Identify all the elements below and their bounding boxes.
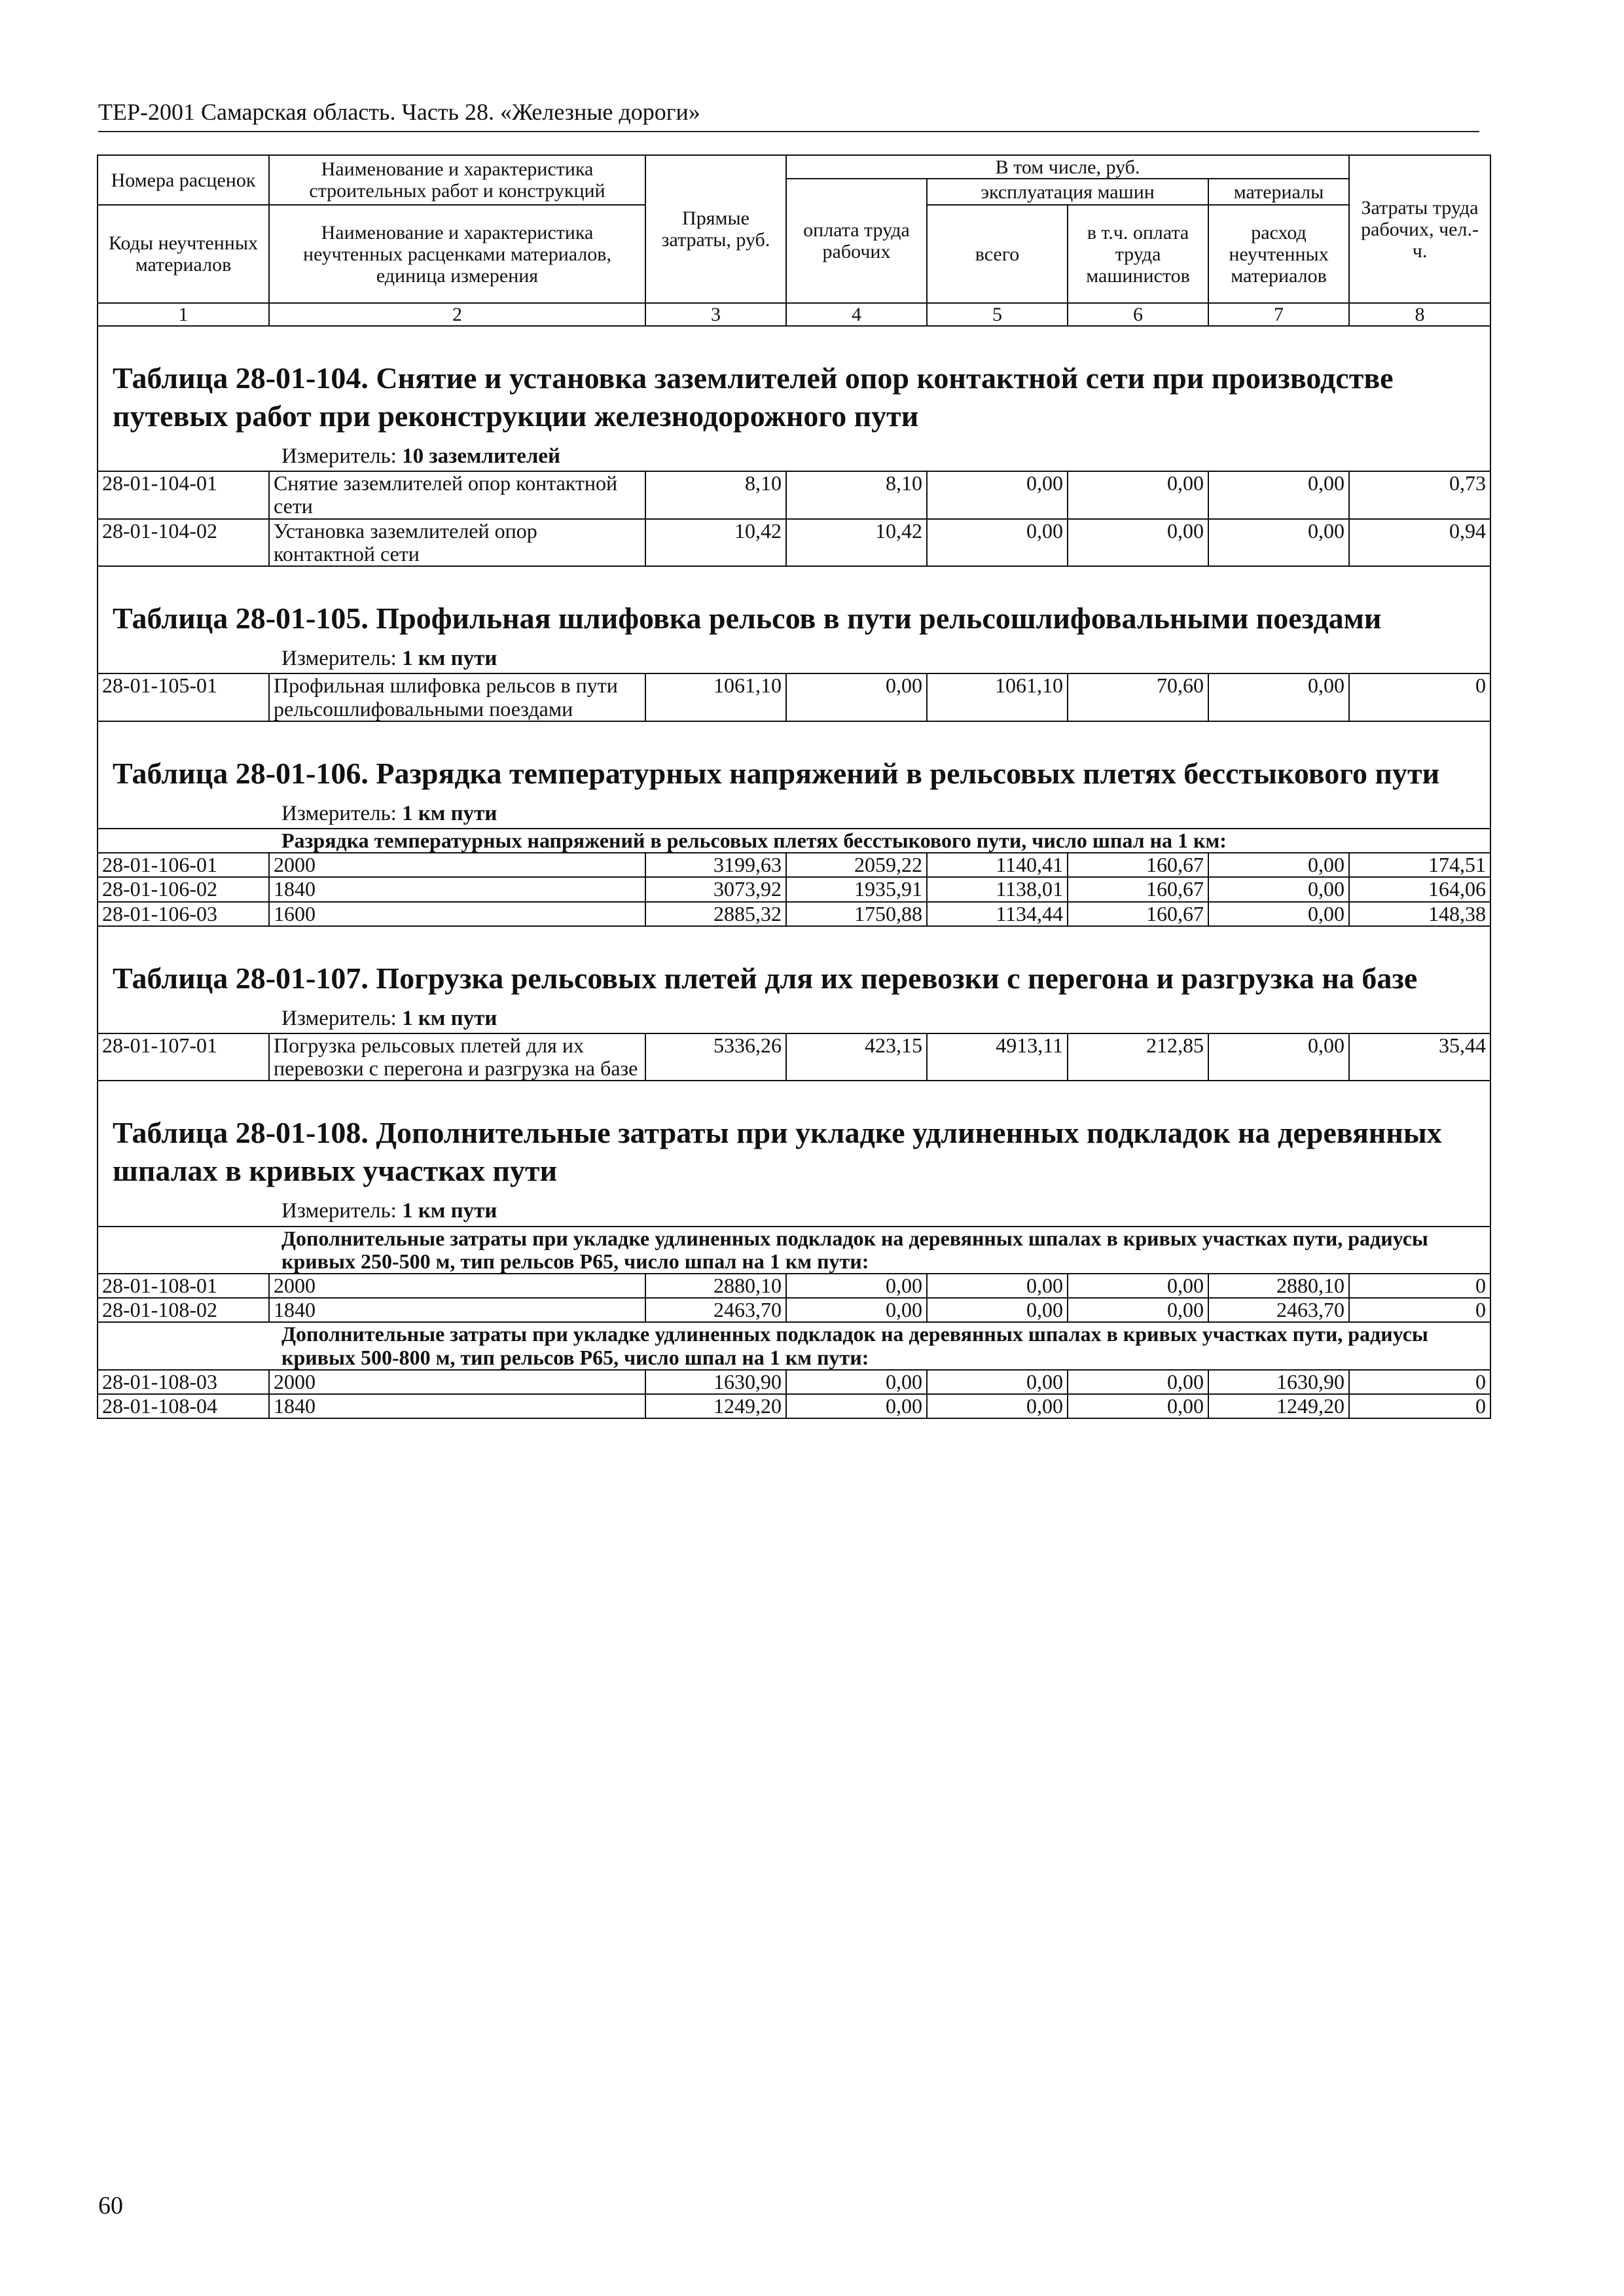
measure-value: 1 км пути	[402, 801, 497, 825]
table-title-cell	[98, 1081, 1490, 1226]
rate-code: 28-01-108-01	[98, 1274, 269, 1298]
machinist-pay-cell: 0,00	[1068, 1370, 1208, 1394]
machines-total-cell: 0,00	[927, 1394, 1068, 1418]
worker-pay-cell: 0,00	[786, 673, 927, 721]
labor-hours-cell: 0,94	[1349, 519, 1490, 566]
machinist-pay-cell: 0,00	[1068, 471, 1208, 518]
rate-code: 28-01-105-01	[98, 673, 269, 721]
table-row	[98, 1394, 1490, 1418]
rate-name: 1840	[269, 1298, 645, 1322]
table-row	[98, 1033, 1490, 1081]
table-title-row	[98, 926, 1490, 1033]
material-usage-cell: 0,00	[1208, 519, 1349, 566]
col-machines-header: эксплуатация машин	[927, 179, 1208, 205]
material-usage-cell: 0,00	[1208, 902, 1349, 926]
table-title-row	[98, 326, 1490, 471]
measure-label: Измеритель:	[281, 444, 397, 468]
machines-total-cell: 0,00	[927, 519, 1068, 566]
col-worker-pay-header: оплата труда рабочих	[786, 179, 927, 303]
table-row	[98, 853, 1490, 877]
table-title-cell	[98, 721, 1490, 829]
rate-name: 1840	[269, 877, 645, 901]
direct-costs-cell: 2885,32	[645, 902, 786, 926]
measure-line	[98, 997, 1490, 1033]
col-material-names-header: Наименование и характеристика неучтенных расценками материалов, единица измерения	[269, 205, 645, 303]
material-usage-cell: 0,00	[1208, 673, 1349, 721]
rate-name: Профильная шлифовка рельсов в пути рельсошлифовальными поездами	[269, 673, 645, 721]
measure-label: Измеритель:	[281, 1199, 397, 1223]
table-caption: Профильная шлифовка рельсов в пути рельсошлифовальными поездами	[376, 601, 1382, 636]
col-material-usage-header: расход неучтенных материалов	[1208, 205, 1349, 303]
table-caption: Разрядка температурных напряжений в рельсовых плетях бесстыкового пути	[376, 756, 1440, 790]
measure-label: Измеритель:	[281, 801, 397, 825]
rate-name: Установка заземлителей опор контактной сети	[269, 519, 645, 566]
material-usage-cell: 1630,90	[1208, 1370, 1349, 1394]
direct-costs-cell: 1061,10	[645, 673, 786, 721]
col-machinist-pay-header: в т.ч. оплата труда машинистов	[1068, 205, 1208, 303]
rate-code: 28-01-108-03	[98, 1370, 269, 1394]
direct-costs-cell: 2463,70	[645, 1298, 786, 1322]
rate-name: Снятие заземлителей опор контактной сети	[269, 471, 645, 518]
material-usage-cell: 0,00	[1208, 853, 1349, 877]
machinist-pay-cell: 160,67	[1068, 853, 1208, 877]
labor-hours-cell: 148,38	[1349, 902, 1490, 926]
labor-hours-cell: 0,73	[1349, 471, 1490, 518]
table-title	[98, 1081, 1490, 1190]
direct-costs-cell: 10,42	[645, 519, 786, 566]
table-row	[98, 877, 1490, 901]
table-title-cell	[98, 566, 1490, 673]
group-caption: Дополнительные затраты при укладке удлиненных подкладок на деревянных шпалах в кривых участках пути, радиусы кривых 500-800 м, тип рельсов Р65, число шпал на 1 км пути:	[98, 1322, 1490, 1369]
labor-hours-cell: 174,51	[1349, 853, 1490, 877]
direct-costs-cell: 3073,92	[645, 877, 786, 901]
labor-hours-cell: 0	[1349, 1394, 1490, 1418]
rates-table	[97, 154, 1491, 1419]
machines-total-cell: 0,00	[927, 471, 1068, 518]
measure-value: 1 км пути	[402, 1199, 497, 1223]
measure-line	[98, 793, 1490, 828]
col-including-header: В том числе, руб.	[786, 155, 1349, 179]
measure-line	[98, 1190, 1490, 1225]
table-title-cell	[98, 326, 1490, 471]
machines-total-cell: 1140,41	[927, 853, 1068, 877]
worker-pay-cell: 8,10	[786, 471, 927, 518]
col-material-codes-header: Коды неучтенных материалов	[98, 205, 269, 303]
group-row	[98, 829, 1490, 853]
machinist-pay-cell: 160,67	[1068, 902, 1208, 926]
page-header: ТЕР-2001 Самарская область. Часть 28. «Железные дороги»	[98, 99, 700, 125]
col-number: 7	[1208, 303, 1349, 326]
direct-costs-cell: 3199,63	[645, 853, 786, 877]
table-row	[98, 471, 1490, 518]
material-usage-cell: 1249,20	[1208, 1394, 1349, 1418]
material-usage-cell: 0,00	[1208, 877, 1349, 901]
page-number: 60	[98, 2192, 123, 2219]
machines-total-cell: 4913,11	[927, 1033, 1068, 1081]
material-usage-cell: 2880,10	[1208, 1274, 1349, 1298]
rate-code: 28-01-108-02	[98, 1298, 269, 1322]
worker-pay-cell: 0,00	[786, 1298, 927, 1322]
table-caption: Погрузка рельсовых плетей для их перевозки с перегона и разгрузка на базе	[376, 961, 1418, 995]
material-usage-cell: 0,00	[1208, 1033, 1349, 1081]
machinist-pay-cell: 160,67	[1068, 877, 1208, 901]
table-title	[98, 722, 1490, 793]
rate-code: 28-01-106-02	[98, 877, 269, 901]
table-number: Таблица 28-01-107.	[113, 961, 369, 995]
direct-costs-cell: 2880,10	[645, 1274, 786, 1298]
rate-code: 28-01-104-02	[98, 519, 269, 566]
machinist-pay-cell: 0,00	[1068, 1394, 1208, 1418]
table-row	[98, 673, 1490, 721]
table-title-cell	[98, 926, 1490, 1033]
worker-pay-cell: 10,42	[786, 519, 927, 566]
measure-line	[98, 637, 1490, 673]
table-caption: Снятие и установка заземлителей опор контактной сети при производстве путевых работ при реконструкции железнодорожного пути	[113, 361, 1394, 433]
rate-name: Погрузка рельсовых плетей для их перевозки с перегона и разгрузка на базе	[269, 1033, 645, 1081]
table-row	[98, 902, 1490, 926]
machines-total-cell: 1138,01	[927, 877, 1068, 901]
table-row	[98, 519, 1490, 566]
worker-pay-cell: 1750,88	[786, 902, 927, 926]
table-number: Таблица 28-01-105.	[113, 601, 369, 636]
direct-costs-cell: 5336,26	[645, 1033, 786, 1081]
col-number: 4	[786, 303, 927, 326]
worker-pay-cell: 423,15	[786, 1033, 927, 1081]
group-caption: Дополнительные затраты при укладке удлиненных подкладок на деревянных шпалах в кривых участках пути, радиусы кривых 250-500 м, тип рельсов Р65, число шпал на 1 км пути:	[98, 1227, 1490, 1274]
machines-total-cell: 1134,44	[927, 902, 1068, 926]
measure-value: 1 км пути	[402, 1006, 497, 1030]
rate-code: 28-01-106-03	[98, 902, 269, 926]
rate-name: 2000	[269, 1370, 645, 1394]
worker-pay-cell: 0,00	[786, 1274, 927, 1298]
header-rule	[98, 131, 1479, 132]
rate-name: 2000	[269, 1274, 645, 1298]
rate-code: 28-01-107-01	[98, 1033, 269, 1081]
rate-code: 28-01-104-01	[98, 471, 269, 518]
measure-value: 1 км пути	[402, 647, 497, 671]
table-number: Таблица 28-01-104.	[113, 361, 369, 395]
table-title	[98, 927, 1490, 997]
rate-code: 28-01-108-04	[98, 1394, 269, 1418]
col-number: 3	[645, 303, 786, 326]
machinist-pay-cell: 70,60	[1068, 673, 1208, 721]
machines-total-cell: 0,00	[927, 1274, 1068, 1298]
direct-costs-cell: 1630,90	[645, 1370, 786, 1394]
col-number: 8	[1349, 303, 1490, 326]
col-number: 2	[269, 303, 645, 326]
machinist-pay-cell: 212,85	[1068, 1033, 1208, 1081]
material-usage-cell: 2463,70	[1208, 1298, 1349, 1322]
machines-total-cell: 0,00	[927, 1298, 1068, 1322]
table-body	[98, 326, 1490, 1418]
table-number: Таблица 28-01-106.	[113, 756, 369, 790]
table-row	[98, 1370, 1490, 1394]
measure-label: Измеритель:	[281, 1006, 397, 1030]
material-usage-cell: 0,00	[1208, 471, 1349, 518]
col-work-name-header: Наименование и характеристика строительных работ и конструкций	[269, 155, 645, 205]
col-number: 6	[1068, 303, 1208, 326]
column-numbers-row	[98, 303, 1490, 326]
col-labor-hours-header: Затраты труда рабочих, чел.-ч.	[1349, 155, 1490, 303]
labor-hours-cell: 0	[1349, 1370, 1490, 1394]
direct-costs-cell: 8,10	[645, 471, 786, 518]
labor-hours-cell: 0	[1349, 673, 1490, 721]
table-caption: Дополнительные затраты при укладке удлиненных подкладок на деревянных шпалах в кривых участках пути	[113, 1116, 1442, 1188]
group-row	[98, 1322, 1490, 1369]
labor-hours-cell: 0	[1349, 1274, 1490, 1298]
direct-costs-cell: 1249,20	[645, 1394, 786, 1418]
worker-pay-cell: 2059,22	[786, 853, 927, 877]
machines-total-cell: 0,00	[927, 1370, 1068, 1394]
col-materials-header: материалы	[1208, 179, 1349, 205]
machinist-pay-cell: 0,00	[1068, 1274, 1208, 1298]
labor-hours-cell: 164,06	[1349, 877, 1490, 901]
worker-pay-cell: 0,00	[786, 1370, 927, 1394]
group-row	[98, 1227, 1490, 1274]
machinist-pay-cell: 0,00	[1068, 519, 1208, 566]
rate-name: 1840	[269, 1394, 645, 1418]
col-direct-costs-header: Прямые затраты, руб.	[645, 155, 786, 303]
worker-pay-cell: 0,00	[786, 1394, 927, 1418]
col-number: 5	[927, 303, 1068, 326]
labor-hours-cell: 35,44	[1349, 1033, 1490, 1081]
rate-code: 28-01-106-01	[98, 853, 269, 877]
table-title-row	[98, 566, 1490, 673]
col-machines-total-header: всего	[927, 205, 1068, 303]
col-number: 1	[98, 303, 269, 326]
worker-pay-cell: 1935,91	[786, 877, 927, 901]
labor-hours-cell: 0	[1349, 1298, 1490, 1322]
machinist-pay-cell: 0,00	[1068, 1298, 1208, 1322]
rate-name: 2000	[269, 853, 645, 877]
rate-name: 1600	[269, 902, 645, 926]
group-caption: Разрядка температурных напряжений в рельсовых плетях бесстыкового пути, число шпал на 1 км:	[98, 829, 1490, 853]
table-row	[98, 1298, 1490, 1322]
col-rate-number-header: Номера расценок	[98, 155, 269, 205]
measure-label: Измеритель:	[281, 647, 397, 671]
table-title-row	[98, 721, 1490, 829]
table-title	[98, 567, 1490, 637]
table-title	[98, 327, 1490, 435]
table-title-row	[98, 1081, 1490, 1226]
machines-total-cell: 1061,10	[927, 673, 1068, 721]
measure-line	[98, 435, 1490, 471]
table-row	[98, 1274, 1490, 1298]
measure-value: 10 заземлителей	[402, 444, 561, 468]
table-number: Таблица 28-01-108.	[113, 1116, 369, 1150]
